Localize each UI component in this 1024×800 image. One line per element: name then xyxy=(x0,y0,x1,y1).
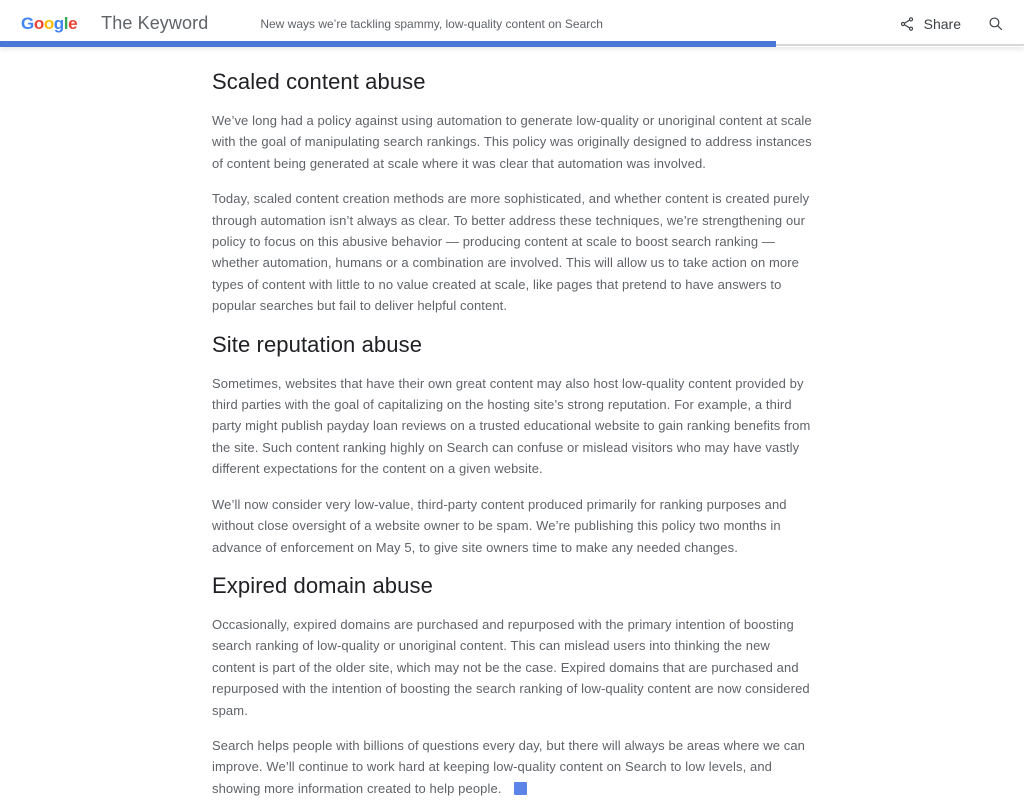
article-paragraph: Today, scaled content creation methods are more sophisticated, and whether content is created purely through automation isn’t always as clear. To better address these techniques, we’re strengthening our policy to focus on this abusive behavior — producing content at scale to boost search ranking — whether automation, humans or a combination are involved. This will allow us to take action on more types of content with little to no value created at scale, like pages that pretend to have answers to popular searches but fail to deliver helpful content. xyxy=(212,191,810,314)
logo-letter: e xyxy=(68,13,78,33)
header-article-title: New ways we’re tackling spammy, low-quality content on Search xyxy=(260,16,603,31)
share-icon xyxy=(899,16,915,32)
search-icon xyxy=(987,15,1004,32)
section-scaled-content-abuse xyxy=(212,68,812,317)
heading-site-reputation-abuse: Site reputation abuse xyxy=(212,331,423,357)
logo-letter: o xyxy=(43,13,54,33)
site-name-link[interactable]: The Keyword xyxy=(101,13,209,33)
heading-expired-domain-abuse: Expired domain abuse xyxy=(212,572,433,598)
share-label: Share xyxy=(923,15,961,32)
logo-letter: o xyxy=(33,13,44,33)
article-body xyxy=(212,68,812,799)
search-button[interactable] xyxy=(987,15,1004,32)
article-paragraph: Sometimes, websites that have their own great content may also host low-quality content provided by third parties with the goal of capitalizing on the hosting site’s strong reputation. For example, a third party might publish payday loan reviews on a trusted educational website to gain ranking benefits from the site. Such content ranking highly on Search can confuse or mislead visitors who may have vastly different expectations for the content on a given website. xyxy=(212,375,811,477)
site-header xyxy=(0,0,1024,47)
article-paragraph: We’ll now consider very low-value, third-party content produced primarily for ranking purposes and without close oversight of a website owner to be spam. We’re publishing this policy two months in advance of enforcement on May 5, to give site owners time to make any needed changes. xyxy=(212,496,787,555)
article-paragraph-text: Search helps people with billions of questions every day, but there will always be areas where we can improve. We’ll continue to work hard at keeping low-quality content on Search to low levels, and showing more information created to help people. xyxy=(212,737,806,796)
article-paragraph: Occasionally, expired domains are purchased and repurposed with the primary intention of boosting search ranking of low-quality or unoriginal content. This can mislead users into thinking the new content is part of the older site, which may not be the case. Expired domains that are purchased and repurposed with the intention of boosting the search ranking of low-quality content are now considered spam. xyxy=(212,616,810,718)
page-main xyxy=(0,47,1024,799)
header-bar xyxy=(0,0,1024,41)
google-logo[interactable] xyxy=(21,14,77,34)
header-actions xyxy=(899,15,1004,32)
end-of-article-marker xyxy=(514,782,527,795)
share-button[interactable] xyxy=(899,16,961,32)
section-expired-domain-abuse xyxy=(212,572,812,799)
logo-letter: l xyxy=(63,13,69,33)
reading-progress-bar xyxy=(0,41,1024,47)
logo-letter: G xyxy=(21,13,34,33)
logo-letter: g xyxy=(53,13,64,33)
heading-scaled-content-abuse: Scaled content abuse xyxy=(212,69,426,94)
section-site-reputation-abuse xyxy=(212,331,812,558)
article-paragraph xyxy=(212,735,812,799)
reading-progress-fill xyxy=(0,41,776,47)
article-paragraph: We’ve long had a policy against using automation to generate low-quality or unoriginal content at scale with the goal of manipulating search rankings. This policy was originally designed to address instances of content being generated at scale where it was clear that automation was involved. xyxy=(212,113,812,171)
